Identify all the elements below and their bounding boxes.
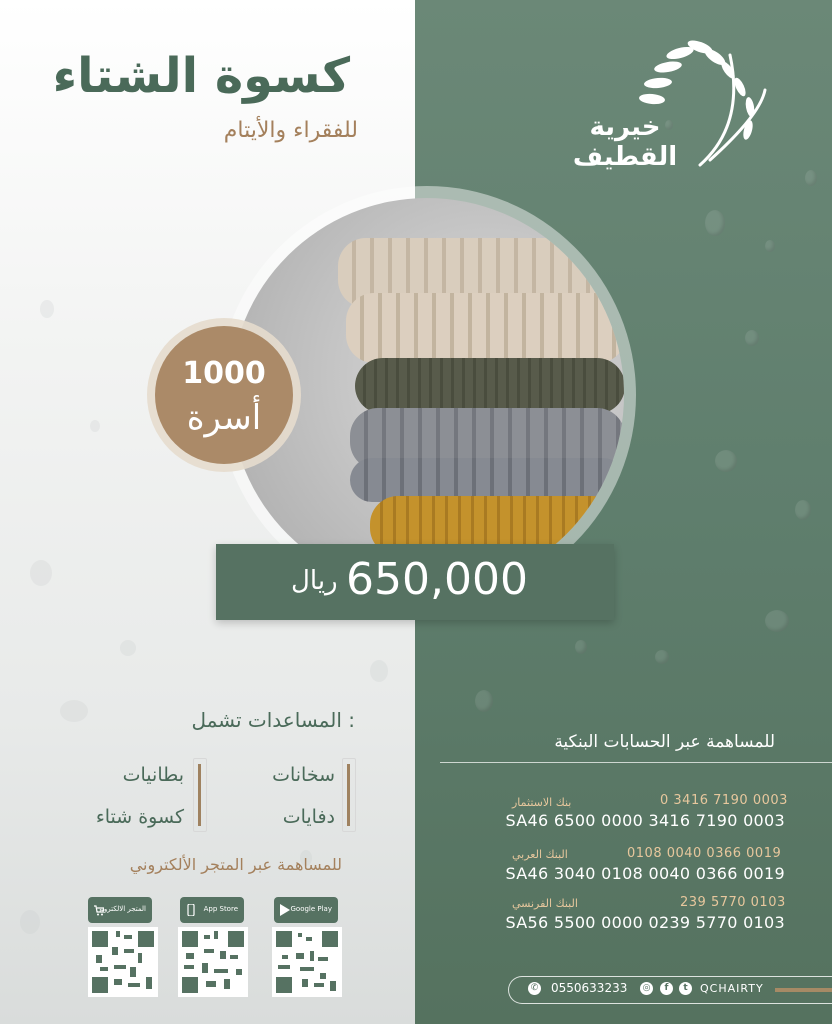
app-store-qr[interactable] — [178, 927, 248, 997]
app-store-label: App Store — [203, 905, 238, 913]
aid-item-clothing: كسوة شتاء — [95, 806, 184, 828]
aid-title: المساعدات تشمل : — [191, 708, 355, 732]
apple-icon — [186, 904, 196, 916]
price-box — [216, 544, 614, 620]
footer-phone[interactable]: 0550633233 — [551, 981, 628, 995]
bank-heading: للمساهمة عبر الحسابات البنكية — [554, 732, 775, 752]
facebook-icon[interactable]: f — [660, 982, 673, 995]
campaign-subtitle: للفقراء والأيتام — [223, 118, 358, 143]
google-play-button[interactable] — [274, 897, 338, 923]
google-play-icon — [280, 904, 290, 916]
bank-account: 239 5770 0103 — [680, 895, 786, 910]
app-store-button[interactable] — [180, 897, 244, 923]
badge-number: 1000 — [182, 356, 266, 391]
footer-handle[interactable]: QCHAIRTY — [700, 982, 764, 995]
price-currency: ريال — [291, 566, 338, 596]
instagram-icon[interactable]: ◎ — [640, 982, 653, 995]
bank-name: بنك الاستثمار — [512, 796, 572, 809]
bank-name: البنك العربي — [512, 848, 568, 861]
bank-iban: SA46 6500 0000 3416 7190 0003 — [505, 811, 785, 830]
campaign-title: كسوة الشتاء — [52, 48, 350, 104]
online-store-button[interactable] — [88, 897, 152, 923]
aid-item-heaters: سخانات — [272, 764, 335, 786]
aid-divider — [198, 764, 201, 826]
footer-accent — [775, 988, 832, 992]
bank-iban: SA46 3040 0108 0040 0366 0019 — [505, 864, 785, 883]
google-play-label: Google Play — [290, 905, 332, 913]
store-title: للمساهمة عبر المتجر الألكتروني — [129, 855, 342, 874]
whatsapp-icon[interactable]: ✆ — [528, 982, 541, 995]
price-amount: 650,000 — [346, 554, 528, 605]
online-store-qr[interactable] — [88, 927, 158, 997]
online-store-label: المتجر الالكتروني — [96, 905, 146, 913]
aid-divider — [347, 764, 350, 826]
google-play-qr[interactable] — [272, 927, 342, 997]
logo-name: خيرية القطيف — [572, 112, 678, 172]
bank-name: البنك الفرنسي — [512, 897, 578, 910]
bank-iban: SA56 5500 0000 0239 5770 0103 — [505, 913, 785, 932]
bank-account: 0 3416 7190 0003 — [660, 793, 788, 808]
bank-divider — [440, 762, 832, 763]
aid-item-blankets: بطانيات — [122, 764, 184, 786]
families-badge — [155, 326, 293, 464]
bank-account: 0108 0040 0366 0019 — [627, 846, 782, 861]
aid-item-stoves: دفايات — [282, 806, 335, 828]
badge-unit: أسرة — [186, 398, 262, 438]
twitter-icon[interactable]: t — [679, 982, 692, 995]
